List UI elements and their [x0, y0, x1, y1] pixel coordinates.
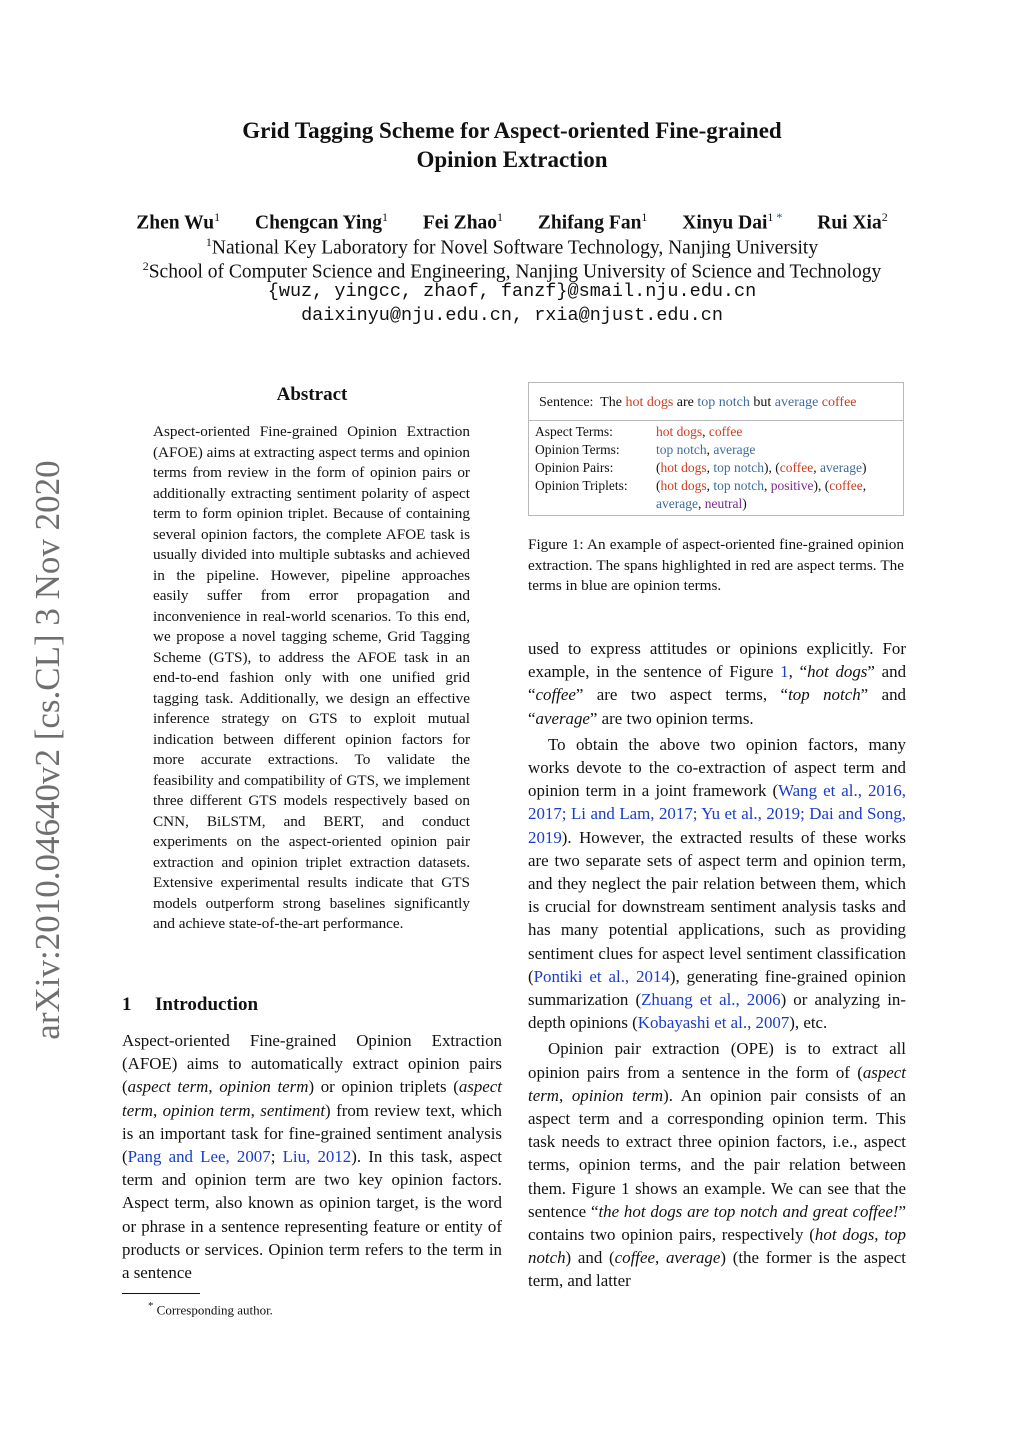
intro-paragraph-1: Aspect-oriented Fine-grained Opinion Extraction (AFOE) aims to automatically extract opinion pairs (aspect term, opinion term) or opinion triplets (aspect term, opinion term, sentiment) from review text, which is an important task for fine-grained sentiment analysis (Pang and Lee, 2007; Liu, 2012). In this task, aspect term and opinion term are two key opinion factors. Aspect term, also known as opinion target, is the word or phrase in a sentence representing feature or entity of products or services. Opinion term refers to the term in a sentence	[122, 1031, 502, 1283]
citation-link[interactable]: Wang et al., 2016, 2017; Li and Lam, 2017; Yu et al., 2019; Dai and Song, 2019	[528, 781, 906, 847]
figure-label-opinion-terms: Opinion Terms:	[535, 442, 620, 457]
intro-paragraph-2: To obtain the above two opinion factors, many works devote to the co-extraction of aspect term and opinion term in a joint framework (Wang et al., 2016, 2017; Li and Lam, 2017; Yu et al., 2019; Dai and Song, 2019). However, the extracted results of these works are two separate sets of aspect term and opinion term, and they neglect the pair relation between them, which is crucial for downstream sentiment analysis tasks and has many potential applications, such as providing sentiment clues for aspect level sentiment classification (Pontiki et al., 2014), generating fine-grained opinion summarization (Zhuang et al., 2006) or analyzing in-depth opinions (Kobayashi et al., 2007), etc.	[528, 734, 906, 1033]
author: Rui Xia$^2$	[817, 210, 888, 234]
intro-paragraph-1-continued: used to express attitudes or opinions explicitly. For example, in the sentence of Figure 1, “hot dogs” and “coffee” are two aspect terms, “top notch” and “average” are two opinion terms.	[528, 639, 907, 728]
corresponding-mark: *	[776, 210, 783, 224]
figure-value-opinion-pairs: (hot dogs, top notch), (coffee, average)	[656, 460, 867, 475]
citation-link[interactable]: Pang and Lee, 2007	[127, 1147, 271, 1167]
right-column-text	[528, 637, 906, 1293]
figure-value-opinion-triplets: (hot dogs, top notch, positive), (coffee, average, neutral)	[656, 478, 867, 511]
arxiv-identifier: arXiv:2010.04640v2 [cs.CL] 3 Nov 2020	[28, 460, 67, 1040]
paper-title	[160, 116, 864, 174]
title-line-1: Grid Tagging Scheme for Aspect-oriented Fine-grained	[242, 118, 782, 143]
figure-value-aspect-terms: hot dogs, coffee	[656, 424, 743, 439]
author: Zhifang Fan$^1$	[537, 210, 648, 234]
email-line-1: {wuz, yingcc, zhaof, fanzf}@smail.nju.edu.cn	[267, 281, 757, 302]
citation-link[interactable]: Liu, 2012	[282, 1147, 352, 1167]
affiliation-1: $^1$National Key Laboratory for Novel Software Technology, Nanjing University	[205, 235, 819, 259]
figure-label-aspect-terms: Aspect Terms:	[535, 424, 613, 439]
author: Zhen Wu$^1$	[136, 210, 221, 234]
author: Fei Zhao$^1$	[422, 210, 504, 234]
citation-link[interactable]: Kobayashi et al., 2007	[637, 1013, 790, 1033]
citation-link[interactable]: Pontiki et al., 2014	[533, 966, 670, 986]
figure-1-caption: Figure 1: An example of aspect-oriented fine-grained opinion extraction. The spans highlighted in red are aspect terms. The terms in blue are opinion terms.	[528, 536, 904, 594]
intro-paragraph-3: Opinion pair extraction (OPE) is to extract all opinion pairs from a sentence in the form of (aspect term, opinion term). An opinion pair consists of an aspect term and a corresponding opinion term. This task needs to extract three opinion factors, i.e., aspect terms, opinion terms, and the pair relation between them. Figure 1 shows an example. We can see that the sentence “the hot dogs are top notch and great coffee!” contains two opinion pairs, respectively (hot dogs, top notch) and (coffee, average) (the former is the aspect term, and latter	[528, 1039, 906, 1291]
affiliation-2: $^2$School of Computer Science and Engineering, Nanjing University of Science and Technology	[142, 259, 882, 283]
arxiv-sidebar	[20, 450, 76, 1050]
figure-reference-link[interactable]: 1	[780, 662, 789, 682]
figure-label-opinion-pairs: Opinion Pairs:	[535, 460, 614, 475]
author: Xinyu Dai$^1$ *	[682, 210, 783, 234]
author: Chengcan Ying$^1$	[255, 210, 388, 234]
footnote: * Corresponding author.	[148, 1300, 273, 1318]
footnote-rule	[122, 1293, 200, 1294]
figure-1-box	[528, 382, 904, 516]
figure-sentence: Sentence: The hot dogs are top notch but average coffee	[539, 395, 857, 410]
figure-value-opinion-terms: top notch, average	[656, 442, 756, 457]
email-line-2: daixinyu@nju.edu.cn, rxia@njust.edu.cn	[301, 305, 723, 326]
citation-link[interactable]: Zhuang et al., 2006	[641, 990, 781, 1010]
figure-label-opinion-triplets: Opinion Triplets:	[535, 478, 628, 493]
abstract-text: Aspect-oriented Fine-grained Opinion Extraction (AFOE) aims at extracting aspect terms and opinion terms from review in the form of opinion pairs or additionally extracting sentiment polarity of aspect term to form opinion triplet. Because of containing several opinion factors, the complete AFOE task is usually divided into multiple subtasks and achieved in the pipeline. However, pipeline approaches easily suffer from error propagation and inconvenience in real-world scenarios. To this end, we propose a novel tagging scheme, Grid Tagging Scheme (GTS), to address the AFOE task in an end-to-end fashion only with one unified grid tagging task. Additionally, we design an effective inference strategy on GTS to exploit mutual indication between different opinion factors for more accurate extractions. To validate the feasibility and compatibility of GTS, we implement three different GTS models respectively based on CNN, BiLSTM, and BERT, and conduct experiments on the aspect-oriented opinion pair extraction and opinion triplet extraction datasets. Extensive experimental results indicate that GTS models outperform strong baselines significantly and achieve state-of-the-art performance.	[153, 423, 470, 932]
section-heading-introduction: 1 Introduction	[122, 994, 259, 1015]
figure-divider	[529, 420, 903, 421]
abstract-heading: Abstract	[276, 384, 348, 405]
title-line-2: Opinion Extraction	[416, 147, 608, 172]
